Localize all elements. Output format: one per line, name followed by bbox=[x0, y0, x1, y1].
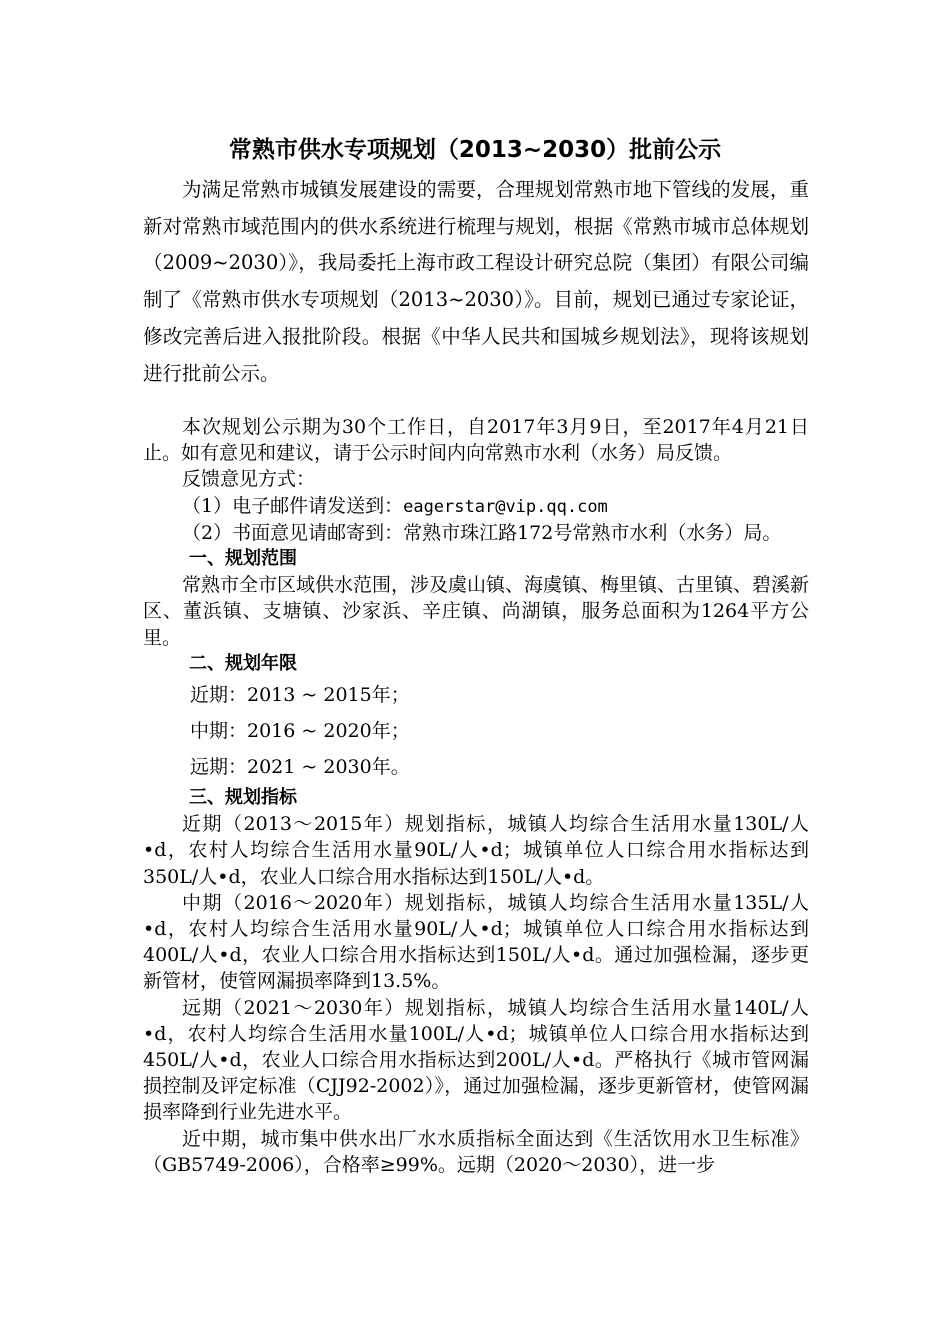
document-body bbox=[143, 414, 809, 1178]
email-prefix: （1）电子邮件请发送到： bbox=[182, 494, 404, 517]
notice-period-paragraph: 本次规划公示期为30个工作日，自2017年3月9日，至2017年4月21日止。如有意见和建议，请于公示时间内向常熟市水利（水务）局反馈。 bbox=[143, 416, 809, 465]
feedback-email-link[interactable]: eagerstar@vip.qq.com bbox=[403, 496, 608, 517]
period-mid: 中期：2016 ~ 2020年； bbox=[190, 720, 410, 743]
period-far: 远期：2021 ~ 2030年。 bbox=[190, 756, 410, 779]
section-heading-scope: 一、规划范围 bbox=[189, 548, 297, 570]
feedback-mail-line: （2）书面意见请邮寄到：常熟市珠江路172号常熟市水利（水务）局。 bbox=[182, 521, 782, 544]
indicator-paragraph-mid: 中期（2016～2020年）规划指标，城镇人均综合生活用水量135L/人•d，农村人均综合生活用水量90L/人•d；城镇单位人口综合用水指标达到400L/人•d，农业人口综合用水指标达到150L/人•d。通过加强检漏，逐步更新管材，使管网漏损率降到13.5%。 bbox=[143, 891, 809, 993]
feedback-email-line bbox=[143, 493, 809, 520]
indicator-paragraph-quality: 近中期，城市集中供水出厂水水质指标全面达到《生活饮用水卫生标准》（GB5749-2006），合格率≥99%。远期（2020～2030），进一步 bbox=[143, 1127, 809, 1176]
section-heading-years: 二、规划年限 bbox=[189, 652, 297, 674]
feedback-title: 反馈意见方式： bbox=[182, 468, 316, 491]
indicator-paragraph-far: 远期（2021～2030年）规划指标，城镇人均综合生活用水量140L/人•d，农村人均综合生活用水量100L/人•d；城镇单位人口综合用水指标达到450L/人•d，农业人口综合用水指标达到200L/人•d。严格执行《城市管网漏损控制及评定标准（CJJ92-2002）》，通过加强检漏，逐步更新管材，使管网漏损率降到行业先进水平。 bbox=[143, 996, 809, 1124]
section-heading-indicators: 三、规划指标 bbox=[189, 787, 297, 809]
indicator-paragraph-near: 近期（2013～2015年）规划指标，城镇人均综合生活用水量130L/人•d，农村人均综合生活用水量90L/人•d；城镇单位人口综合用水指标达到350L/人•d，农业人口综合用水指标达到150L/人•d。 bbox=[143, 813, 809, 888]
scope-paragraph: 常熟市全市区域供水范围，涉及虞山镇、海虞镇、梅里镇、古里镇、碧溪新区、董浜镇、支塘镇、沙家浜、辛庄镇、尚湖镇，服务总面积为1264平方公里。 bbox=[143, 574, 810, 649]
intro-paragraph: 为满足常熟市城镇发展建设的需要，合理规划常熟市地下管线的发展，重新对常熟市域范围内的供水系统进行梳理与规划，根据《常熟市城市总体规划（2009~2030）》，我局委托上海市政工程设计研究总院（集团）有限公司编制了《常熟市供水专项规划（2013~2030）》。目前，规划已通过专家论证，修改完善后进入报批阶段。根据《中华人民共和国城乡规划法》，现将该规划进行批前公示。 bbox=[143, 178, 809, 385]
document-title: 常熟市供水专项规划（2013~2030）批前公示 bbox=[228, 137, 722, 163]
period-near: 近期：2013 ~ 2015年； bbox=[190, 684, 410, 707]
